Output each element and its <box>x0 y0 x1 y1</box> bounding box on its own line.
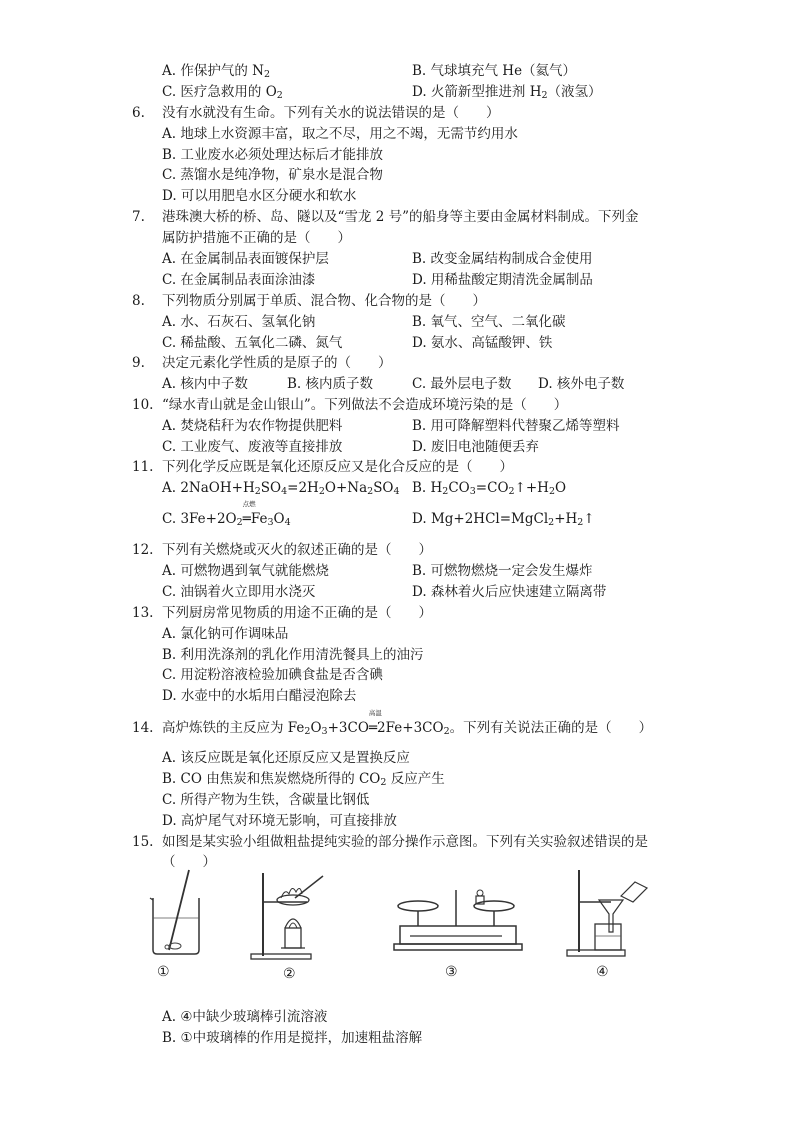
question-stem-cont: 属防护措施不正确的是（ ） <box>162 230 351 246</box>
experiment-figures <box>145 868 645 988</box>
figure-label-4: ④ <box>596 964 609 980</box>
option-c: C. 油锅着火立即用水浇灭 <box>162 584 316 600</box>
question-stem: 港珠澳大桥的桥、岛、隧以及“雪龙 2 号”的船身等主要由金属材料制成。下列金 <box>162 209 639 225</box>
option-b: B. 用可降解塑料代替聚乙烯等塑料 <box>412 418 620 434</box>
question-number: 6. <box>132 105 145 121</box>
reaction-condition: 点燃 <box>242 500 256 508</box>
option-a: A. 焚烧秸秆为农作物提供肥料 <box>162 418 343 434</box>
option-b: B. 核内质子数 <box>287 376 374 392</box>
question-stem: “绿水青山就是金山银山”。下列做法不会造成环境污染的是（ ） <box>162 397 568 413</box>
question-number: 15. <box>132 834 154 850</box>
option-c: C. 用淀粉溶液检验加碘食盐是否含碘 <box>162 667 383 683</box>
evaporation-figure <box>245 868 340 963</box>
option-b: B. 工业废水必须处理达标后才能排放 <box>162 147 384 163</box>
question-stem: 下列有关燃烧或灭火的叙述正确的是（ ） <box>162 542 432 558</box>
option-a: A. $2NaOH+H_2SO_4=2H_2O+Na_2SO_4$ <box>162 480 400 497</box>
option-d: D. 核外电子数 <box>538 376 625 392</box>
option-a: A. 在金属制品表面镀保护层 <box>162 251 329 267</box>
question-stem: 下列化学反应既是氧化还原反应又是化合反应的是（ ） <box>162 459 513 475</box>
option-d: D. 废旧电池随便丢弃 <box>412 439 539 455</box>
option-b: B. 可燃物燃烧一定会发生爆炸 <box>412 563 593 579</box>
reaction-condition: 高温 <box>368 709 382 717</box>
exam-page: A. 作保护气的 $N_2$ B. 气球填充气 He（氦气） C. 医疗急救用的 $O_2$ D. 火箭新型推进剂 $H_2$（液氢） 6. 没有水就没有生命。下列有关水的说法错误的是（ ） A. 地球上水资源丰富，取之不尽，用之不竭，无需节约用水 B. 工业废水必须处理达标后才能排放 C. 蒸馏水是纯净物，矿泉水是混合物 D. 可以用肥皂水区分硬水和软水 7. 港珠澳大桥的桥、岛、隧以及“雪龙 2 号”的船身等主要由金属材料制成。下列金 属防护措施不正确的是（ ） A. 在金属制品表面镀保护层 B. 改变金属结构制成合金使用 C. 在金属制品表面涂油漆 D. 用稀盐酸定期清洗金属制品 8. 下列物质分别属于单质、混合物、化合物的是（ ） A. 水、石灰石、氢氧化钠 B. 氧气、空气、二氧化碳 C. 稀盐酸、五氧化二磷、氮气 D. 氨水、高锰酸钾、铁 9. 决定元素化学性质的是原子的（ ） A. 核内中子数 B. 核内质子数 C. 最外层电子数 D. 核外电子数 10. “绿水青山就是金山银山”。下列做法不会造成环境污染的是（ ） A. 焚烧秸秆为农作物提供肥料 B. 用可降解塑料代替聚乙烯等塑料 C. 工业废气、废液等直接排放 D. 废旧电池随便丢弃 11. 下列化学反应既是氧化还原反应又是化合反应的是（ ） A. $2NaOH+H_2SO_4=2H_2O+Na_2SO_4$ B. $H_2CO_3=CO_2↑+H_2O$ C. $3Fe+2O_2$ 点燃 $═Fe_3O_4$ D. $Mg+2HCl=MgCl_2+H_2↑$ 12. 下列有关燃烧或灭火的叙述正确的是（ ） A. 可燃物遇到氧气就能燃烧 B. 可燃物燃烧一定会发生爆炸 C. 油锅着火立即用水浇灭 D. 森林着火后应快速建立隔离带 13. 下列厨房常见物质的用途不正确的是（ ） A. 氯化钠可作调味品 B. 利用洗涤剂的乳化作用清洗餐具上的油污 C. 用淀粉溶液检验加碘食盐是否含碘 D. 水壶中的水垢用白醋浸泡除去 14. 高炉炼铁的主反应为 $Fe_2O_3+3CO$ 高温 $═2Fe+3CO_2$。下列有关说法正确的是（ ） A. 该反应既是氧化还原反应又是置换反应 B. CO 由焦炭和焦炭燃烧所得的 $CO_2$ 反应产生 C. 所得产物为生铁，含碳量比钢低 D. 高炉尾气对环境无影响，可直接排放 15. 如图是某实验小组做粗盐提纯实验的部分操作示意图。下列有关实验叙述错误的是 （ ） ① ② ③ ④ A. ④中缺少玻璃棒引流溶液 B. ①中玻璃棒的作用是搅拌，加速粗盐溶解 <box>132 63 653 1046</box>
question-stem-cont: （ ） <box>162 854 216 870</box>
option-d: D. 森林着火后应快速建立隔离带 <box>412 584 607 600</box>
question-number: 11. <box>132 459 154 475</box>
question-stem: 如图是某实验小组做粗盐提纯实验的部分操作示意图。下列有关实验叙述错误的是 <box>162 834 648 850</box>
option-b: B. 氧气、空气、二氧化碳 <box>412 314 566 330</box>
figure-label-2: ② <box>283 966 296 982</box>
question-stem: 高炉炼铁的主反应为 $Fe_2O_3+3CO$ 高温 $═2Fe+3CO_2$。下列有关说法正确的是（ ） <box>162 709 653 737</box>
figure-label-3: ③ <box>445 964 458 980</box>
question-number: 13. <box>132 605 154 621</box>
option-d: D. 水壶中的水垢用白醋浸泡除去 <box>162 688 357 704</box>
question-number: 14. <box>132 720 154 736</box>
figure-label-1: ① <box>157 964 170 980</box>
option-c: C. 稀盐酸、五氧化二磷、氮气 <box>162 335 343 351</box>
question-number: 10. <box>132 397 154 413</box>
question-number: 8. <box>132 293 145 309</box>
question-number: 7. <box>132 209 145 225</box>
option-c: C. 工业废气、废液等直接排放 <box>162 439 343 455</box>
option-a: A. 作保护气的 N <box>162 63 264 79</box>
option-b: B. 改变金属结构制成合金使用 <box>412 251 593 267</box>
option-c: C. 蒸馏水是纯净物，矿泉水是混合物 <box>162 167 383 183</box>
question-number: 9. <box>132 355 145 371</box>
option-d: D. $Mg+2HCl=MgCl_2+H_2↑$ <box>412 511 595 528</box>
question-stem: 下列厨房常见物质的用途不正确的是（ ） <box>162 605 432 621</box>
option-a: A. ④中缺少玻璃棒引流溶液 <box>162 1009 328 1025</box>
option-c: C. 最外层电子数 <box>412 376 512 392</box>
question-stem: 下列物质分别属于单质、混合物、化合物的是（ ） <box>162 293 486 309</box>
option-c: C. 所得产物为生铁，含碳量比钢低 <box>162 792 370 808</box>
option-a: A. 地球上水资源丰富，取之不尽，用之不竭，无需节约用水 <box>162 126 518 142</box>
option-d: D. 用稀盐酸定期清洗金属制品 <box>412 272 593 288</box>
option-a: A. 氯化钠可作调味品 <box>162 626 289 642</box>
option-a: A. 该反应既是氧化还原反应又是置换反应 <box>162 750 410 766</box>
option-d: D. 可以用肥皂水区分硬水和软水 <box>162 188 357 204</box>
option-b: B. $H_2CO_3=CO_2↑+H_2O$ <box>412 480 567 497</box>
option-b: B. 利用洗涤剂的乳化作用清洗餐具上的油污 <box>162 647 424 663</box>
option-b: B. CO 由焦炭和焦炭燃烧所得的 $CO_2$ 反应产生 <box>162 771 445 788</box>
option-c: C. 在金属制品表面涂油漆 <box>162 272 316 288</box>
balance-figure <box>390 868 525 958</box>
question-number: 12. <box>132 542 154 558</box>
question-stem: 决定元素化学性质的是原子的（ ） <box>162 355 392 371</box>
option-c: C. 医疗急救用的 O <box>162 84 277 100</box>
option-a: A. 水、石灰石、氢氧化钠 <box>162 314 316 330</box>
question-stem: 没有水就没有生命。下列有关水的说法错误的是（ ） <box>162 105 500 121</box>
option-c: C. $3Fe+2O_2$ 点燃 $═Fe_3O_4$ <box>162 500 291 528</box>
filtration-figure <box>565 868 650 958</box>
option-b: B. 气球填充气 He（氦气） <box>412 63 577 79</box>
option-a: A. 可燃物遇到氧气就能燃烧 <box>162 563 329 579</box>
option-a: A. 核内中子数 <box>162 376 248 392</box>
option-d: D. 高炉尾气对环境无影响，可直接排放 <box>162 813 397 829</box>
option-b: B. ①中玻璃棒的作用是搅拌，加速粗盐溶解 <box>162 1030 423 1046</box>
beaker-stirring-figure <box>145 868 215 958</box>
option-d: D. 火箭新型推进剂 H <box>412 84 542 100</box>
option-d: D. 氨水、高锰酸钾、铁 <box>412 335 553 351</box>
